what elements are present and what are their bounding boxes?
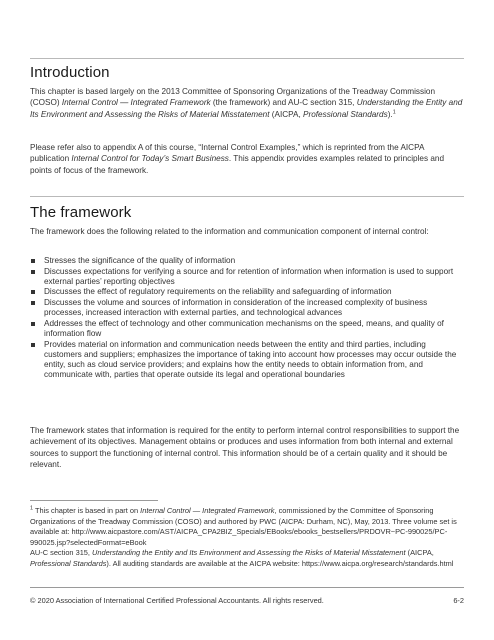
italic-title: Internal Control for Today’s Smart Business [71, 154, 229, 164]
text-run: . This appendix provides examples related to principles and points of focus of the framework. [30, 154, 445, 175]
list-item [30, 319, 464, 339]
text-run: Please refer also to appendix A of this course, “Internal Control Examples,” which is reprinted from the AICPA publication [30, 143, 424, 164]
framework-bullet-list [30, 256, 464, 381]
bullet-square-icon [31, 322, 35, 326]
bullet-square-icon [31, 301, 35, 305]
italic-title: Internal Control — Integrated Framework [140, 506, 275, 515]
list-item-text: Discusses the effect of regulatory requirements on the reliability and safeguarding of information [44, 287, 392, 297]
text-run: This chapter is based largely on the 2013 Committee of Sponsoring Organizations of the Treadway Commission (COSO) [30, 87, 436, 108]
text-run: AU-C section 315, [30, 548, 93, 557]
footer-copyright: © 2020 Association of International Certified Professional Accountants. All rights reserved. [30, 596, 324, 605]
list-item-text: Provides material on information and communication needs between the entity and third parties, including customers and suppliers; emphasizes the importance of taking into account how processes may occur outside the entity, such as cloud service providers; and explains how the entity needs to obtain information from, and communicate with, parties that operate outside its legal and operational boundaries [44, 339, 457, 380]
intro-divider [30, 58, 464, 59]
italic-title: Understanding the Entity and Its Environment and Assessing the Risks of Material Misstatement [30, 98, 463, 119]
framework-closing-paragraph: The framework states that information is required for the entity to perform internal control responsibilities to support the achievement of its objectives. Management obtains or produces and uses information from both internal and external sources to support the functioning of internal control. This information should be of a certain quality and it should be relevant. [30, 426, 460, 470]
text-run: (AICPA, [405, 548, 434, 557]
italic-title: Professional Standards [30, 558, 107, 568]
text-run: (the framework) and AU-C section 315, [210, 98, 357, 108]
footnote-link-text[interactable]: ). All auditing standards are available at the AICPA website: https://www.aicpa.org/research/standards.html [106, 558, 454, 568]
footer-divider [30, 587, 464, 588]
list-item-text: Addresses the effect of technology and other communication mechanisms on the speed, means, and quality of information flow [44, 318, 444, 338]
intro-paragraph-2 [30, 142, 464, 176]
bullet-square-icon [31, 270, 35, 274]
footnote [30, 506, 470, 569]
italic-title: Professional Standards [303, 109, 388, 119]
text-run: This chapter is based in part on [33, 506, 141, 515]
bullet-square-icon [31, 259, 35, 263]
list-item [30, 298, 464, 318]
text-run: (AICPA, [269, 109, 304, 119]
list-item-text: Discusses the volume and sources of information in consideration of the increased complexity of business processes, increased interaction with external parties, and technological advances [44, 297, 428, 318]
bullet-square-icon [31, 343, 35, 347]
bullet-square-icon [31, 290, 35, 294]
list-item [30, 340, 464, 381]
text-run: ). [387, 109, 393, 119]
list-item-text: Discusses expectations for verifying a source and for retention of information when information is used to support external parties’ reporting objectives [44, 266, 454, 286]
list-item [30, 256, 464, 266]
page-number: 6-2 [453, 596, 464, 605]
list-item [30, 287, 464, 297]
footnote-number: 1 [30, 505, 34, 512]
italic-title: Internal Control — Integrated Framework [61, 98, 211, 108]
italic-title: Understanding the Entity and Its Environment and Assessing the Risks of Material Misstatement [92, 548, 406, 557]
footnote-link-text[interactable]: , commissioned by the Committee of Sponsoring Organizations of the Treadway Commission (COSO) and authored by PWC (AICPA: Durham, NC), May, 2013. Three volume set is available at: http://www.aicpastore.com/AST/AICPA_CPA2BIZ_Specials/EBooks/ebooks_bestsellers/PRDOVR~PC-990025/PC-990025.jsp?selectedFormat=eBook [30, 506, 457, 547]
footnote-divider [30, 500, 158, 501]
framework-divider [30, 196, 464, 197]
intro-paragraph-1 [30, 86, 464, 120]
list-item-text: Stresses the significance of the quality of information [44, 256, 236, 265]
framework-heading: The framework [30, 204, 132, 221]
framework-lead: The framework does the following related to the information and communication component of internal control: [30, 227, 429, 236]
intro-heading: Introduction [30, 64, 110, 81]
list-item [30, 267, 464, 287]
footnote-marker[interactable]: 1 [392, 109, 396, 116]
